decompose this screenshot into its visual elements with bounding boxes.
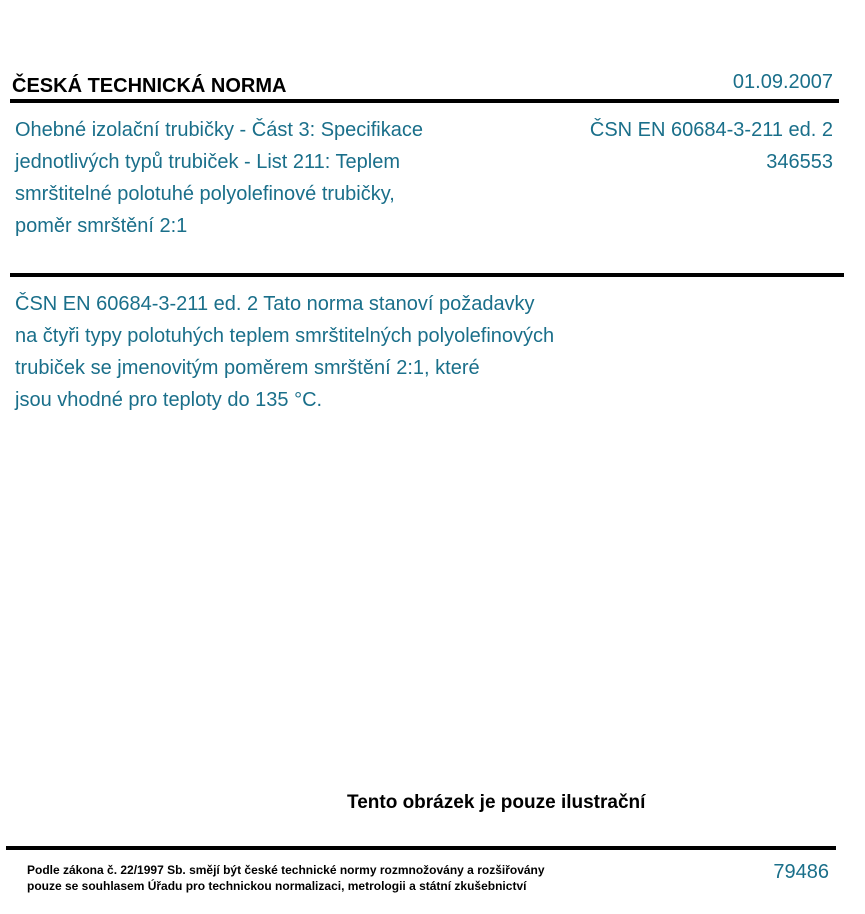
abstract-line: na čtyři typy polotuhých teplem smrštitelných polyolefinových: [15, 325, 555, 347]
footer-divider: [6, 846, 836, 850]
publication-date: 01.09.2007: [732, 71, 833, 93]
legal-notice-line: pouze se souhlasem Úřadu pro technickou normalizaci, metrologii a státní zkušebnictví: [27, 879, 527, 893]
illustration-notice: Tento obrázek je pouze ilustrační: [347, 792, 646, 813]
legal-notice-line: Podle zákona č. 22/1997 Sb. smějí být české technické normy rozmnožovány a rozšiřovány: [27, 863, 545, 877]
header-divider: [10, 99, 839, 103]
classification-number: 346553: [766, 151, 833, 173]
section-divider: [10, 273, 844, 277]
abstract-line: jsou vhodné pro teploty do 135 °C.: [15, 389, 323, 411]
legal-notice: [27, 862, 545, 894]
document-title: [15, 114, 535, 242]
document-title-line: smrštitelné polotuhé polyolefinové trubičky,: [15, 183, 395, 205]
document-title-line: Ohebné izolační trubičky - Část 3: Specifikace: [15, 119, 423, 141]
document-abstract: [15, 288, 655, 416]
abstract-line: trubiček se jmenovitým poměrem smrštění 2:1, které: [15, 357, 480, 379]
norm-code: ČSN EN 60684-3-211 ed. 2: [589, 119, 833, 141]
document-title-line: jednotlivých typů trubiček - List 211: Teplem: [15, 151, 401, 173]
catalog-number: 79486: [773, 861, 829, 883]
document-header-title: ČESKÁ TECHNICKÁ NORMA: [12, 75, 287, 97]
abstract-line: ČSN EN 60684-3-211 ed. 2 Tato norma stanoví požadavky: [15, 293, 535, 315]
norm-identifier: [590, 114, 833, 178]
document-title-line: poměr smrštění 2:1: [15, 215, 188, 237]
